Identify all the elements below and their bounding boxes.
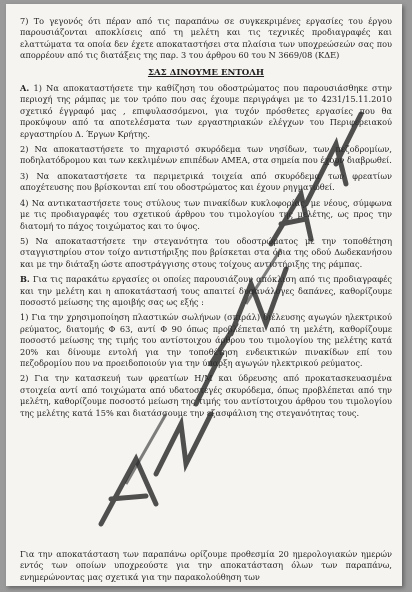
section-a-item-5: 5) Να αποκαταστήσετε την στεγανότητα του οδοστρώματος με την τοποθέτηση σταγγιστηρίου στον τοίχο αντιστήριξης που βρίσκεται στα όρια της οδού Δωδεκανήσου και με την διάταξη ώστε αποστράγγισης στους τοίχους αντιστήριξης της ράμπας. <box>20 235 392 269</box>
section-a-item-4: 4) Να αντικαταστήσετε τους στύλους των πινακίδων κυκλοφορίας, με νέους, σύμφωνα με τις προδιαγραφές του σχετικού άρθρου του τιμολογίου της μελέτης, ως προς την διατομή το πάχος τοιχώματος και το ύψος. <box>20 197 392 231</box>
section-b-item-1: 1) Για την χρησιμοποίηση πλαστικών σωλήνων (σπιράλ) διέλευσης αγωγών ηλεκτρικού ρεύματος, διατομής Φ 63, αντί Φ 90 όπως προβλέπεται από τη μελέτη, καθορίζουμε ποσοστό μείωσης της τιμής του αντίστοιχου άρθρου του τιμολογίου της μελέτης κατά 20% και δίνουμε εντολή για την τοποθέτηση ενδεικτικών πινακίδων επί του πεζοδρομίου που να προειδοποιούν για την ύπαρξη αγωγών ηλεκτρικού ρεύματος. <box>20 312 392 368</box>
section-b-intro-text: Για τις παρακάτω εργασίες οι οποίες παρουσιάζουν απόκλιση από τις προδιαγραφές και την μελέτη και η αποκατάστασή τους απαιτεί δυσανάλογες δαπάνες, καθορίζουμε ποσοστό μείωσης της αμοιβής σας ως εξής : <box>20 274 392 307</box>
document-body <box>20 16 392 423</box>
closing-paragraph: Για την αποκατάσταση των παραπάνω ορίζουμε προθεσμία 20 ημερολογιακών ημερών εντός των οποίων υποχρεούστε για την αποκατάσταση όλων των παραπάνω, ενημερώνοντας μας σχετικά για την παρακολούθηση των <box>20 549 392 582</box>
section-a-item-1-text: 1) Να αποκαταστήσετε την καθίζηση του οδοστρώματος που παρουσιάσθηκε στην περιοχή της ράμπας με τον τρόπο που σας έχουμε περιγράψει με το 4231/15.11.2010 σχετικό έγγραφό μας , επιφυλασσόμενοι, για τυχόν πρόσθετες εργασίες που θα προκύψουν από τα αποτελέσματα των εργαστηριακών ελέγχων του Περιφερειακού εργαστηρίου Δ. Έργων Κρήτης. <box>20 83 392 139</box>
section-a-item-3: 3) Να αποκαταστήσετε τα περιμετρικά τοιχεία από σκυρόδεμα των φρεατίων αποχέτευσης που βρίσκονται επί του οδοστρώματος και έχουν ρηγματωθεί. <box>20 170 392 193</box>
section-a-item-1 <box>20 83 392 140</box>
section-b-item-2: 2) Για την κατασκευή των φρεατίων Η/Μ και ύδρευσης από προκατασκευασμένα στοιχεία αντί από τοιχώματα από υδατοστεγές σκυρόδεμα, όπως προβλέπεται από την μελέτη, καθορίζουμε ποσοστό μείωση της τιμής του αντίστοιχου άρθρου του τιμολογίου της μελέτης κατά 15% και διατάσσουμε την εξασφάλιση της στεγανότητας τους. <box>20 373 392 418</box>
section-b-intro <box>20 274 392 308</box>
paragraph-7: 7) Το γεγονός ότι πέραν από τις παραπάνω σε συγκεκριμένες εργασίες του έργου παρουσιάζονται αποκλίσεις από τη μελέτη και τις τεχνικές προδιαγραφές και ελαττώματα τα οποία δεν έχετε αποκαταστήσει στα πλαίσια των υποχρεώσεών σας που απορρέουν από τις διατάξεις της παρ. 3 του άρθρου 60 του Ν 3669/08 (ΚΔΕ) <box>20 16 392 61</box>
section-a-item-2: 2) Να αποκαταστήσετε το πηχαριστό σκυρόδεμα των νησίδων, των πεζοδρομίων, ποδηλατόδρομου και των κεκλιμένων επιπέδων ΑΜΕΑ, στα σημεία που έχουν διαβρωθεί. <box>20 144 392 166</box>
order-heading: ΣΑΣ ΔΙΝΟΥΜΕ ΕΝΤΟΛΗ <box>147 67 265 78</box>
section-b-label: Β. <box>20 274 30 285</box>
section-a-label: Α. <box>20 83 30 94</box>
document-page <box>6 4 402 586</box>
